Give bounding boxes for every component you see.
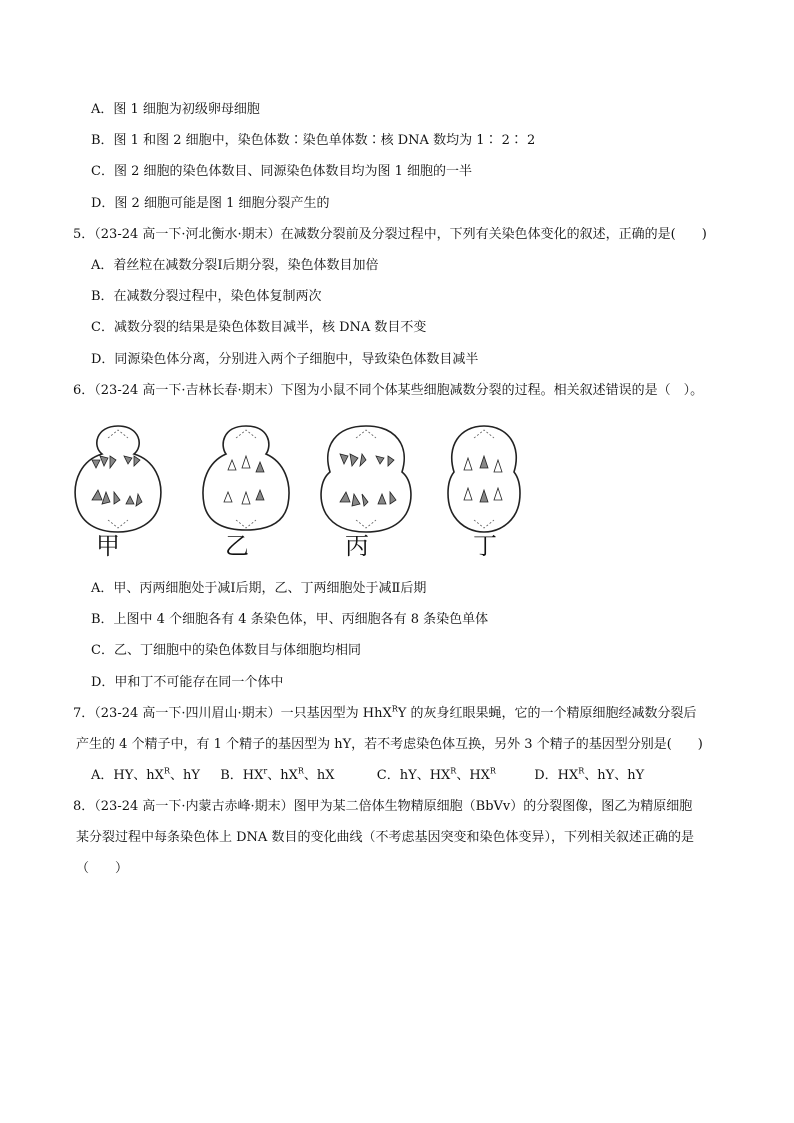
meiosis-cells-illustration — [70, 420, 540, 540]
q7-stem-line2: 产生的 4 个精子中，有 1 个精子的基因型为 hY，若不考虑染色体互换，另外 3 个精子的基因型分别是( ) — [76, 737, 703, 752]
q4-option-c: C．图 2 细胞的染色体数目、同源染色体数目均为图 1 细胞的一半 — [91, 164, 473, 179]
q6-option-c: C．乙、丁细胞中的染色体数目与体细胞均相同 — [91, 643, 361, 658]
q8-stem-line2: 某分裂过程中每条染色体上 DNA 数目的变化曲线（不考虑基因突变和染色体变异），下列相关叙述正确的是 — [76, 830, 694, 845]
q4-option-d: D．图 2 细胞可能是图 1 细胞分裂产生的 — [91, 196, 330, 211]
q7-options — [91, 767, 644, 785]
q6-option-a: A．甲、丙两细胞处于减Ⅰ后期，乙、丁两细胞处于减Ⅱ后期 — [91, 581, 427, 596]
q6-stem: 6．（23-24 高一下·吉林长春·期末）下图为小鼠不同个体某些细胞减数分裂的过程。相关叙述错误的是（ ）。 — [73, 383, 704, 398]
q5-option-a: A．着丝粒在减数分裂Ⅰ后期分裂，染色体数目加倍 — [91, 258, 379, 273]
q8-stem-line3: （ ） — [76, 861, 129, 876]
q7-option-d: D．$HX^R$、hY、hY — [534, 766, 645, 783]
q7-option-c: C．hY、$HX^R$、$HX^R$ — [376, 766, 496, 783]
q5-option-c: C．减数分裂的结果是染色体数目减半，核 DNA 数目不变 — [91, 320, 427, 335]
q7-stem-line1: 7．（23-24 高一下·四川眉山·期末）一只基因型为 HhX$^R$Y 的灰身红眼果蝇，它的一个精原细胞经减数分裂后 — [73, 704, 697, 721]
q8-stem-line1: 8．（23-24 高一下·内蒙古赤峰·期末）图甲为某二倍体生物精原细胞（BbVv）的分裂图像，图乙为精原细胞 — [73, 799, 693, 814]
q4-option-b: B．图 1 和图 2 细胞中，染色体数∶染色单体数∶核 DNA 数均为 1∶ 2∶ 2 — [91, 133, 536, 148]
cell-label-jia: 甲 — [96, 532, 120, 560]
q5-option-b: B．在减数分裂过程中，染色体复制两次 — [91, 289, 322, 304]
q6-option-d: D．甲和丁不可能存在同一个体中 — [91, 675, 284, 690]
q5-option-d: D．同源染色体分离，分别进入两个子细胞中，导致染色体数目减半 — [91, 352, 479, 367]
q6-option-b: B．上图中 4 个细胞各有 4 条染色体，甲、丙细胞各有 8 条染色单体 — [91, 612, 489, 627]
q5-stem: 5．（23-24 高一下·河北衡水·期末）在减数分裂前及分裂过程中，下列有关染色体变化的叙述，正确的是( ) — [73, 227, 707, 242]
q7-option-b: B．$HX^r$、$hX^R$、hX — [220, 766, 335, 783]
cell-label-ding: 丁 — [473, 532, 497, 560]
cell-label-bing: 丙 — [345, 532, 369, 560]
q6-cell-diagram — [70, 420, 540, 570]
cell-label-yi: 乙 — [225, 532, 249, 560]
q4-option-a: A．图 1 细胞为初级卵母细胞 — [91, 102, 260, 117]
q7-option-a: A．HY、$hX^R$、hY — [91, 766, 200, 783]
